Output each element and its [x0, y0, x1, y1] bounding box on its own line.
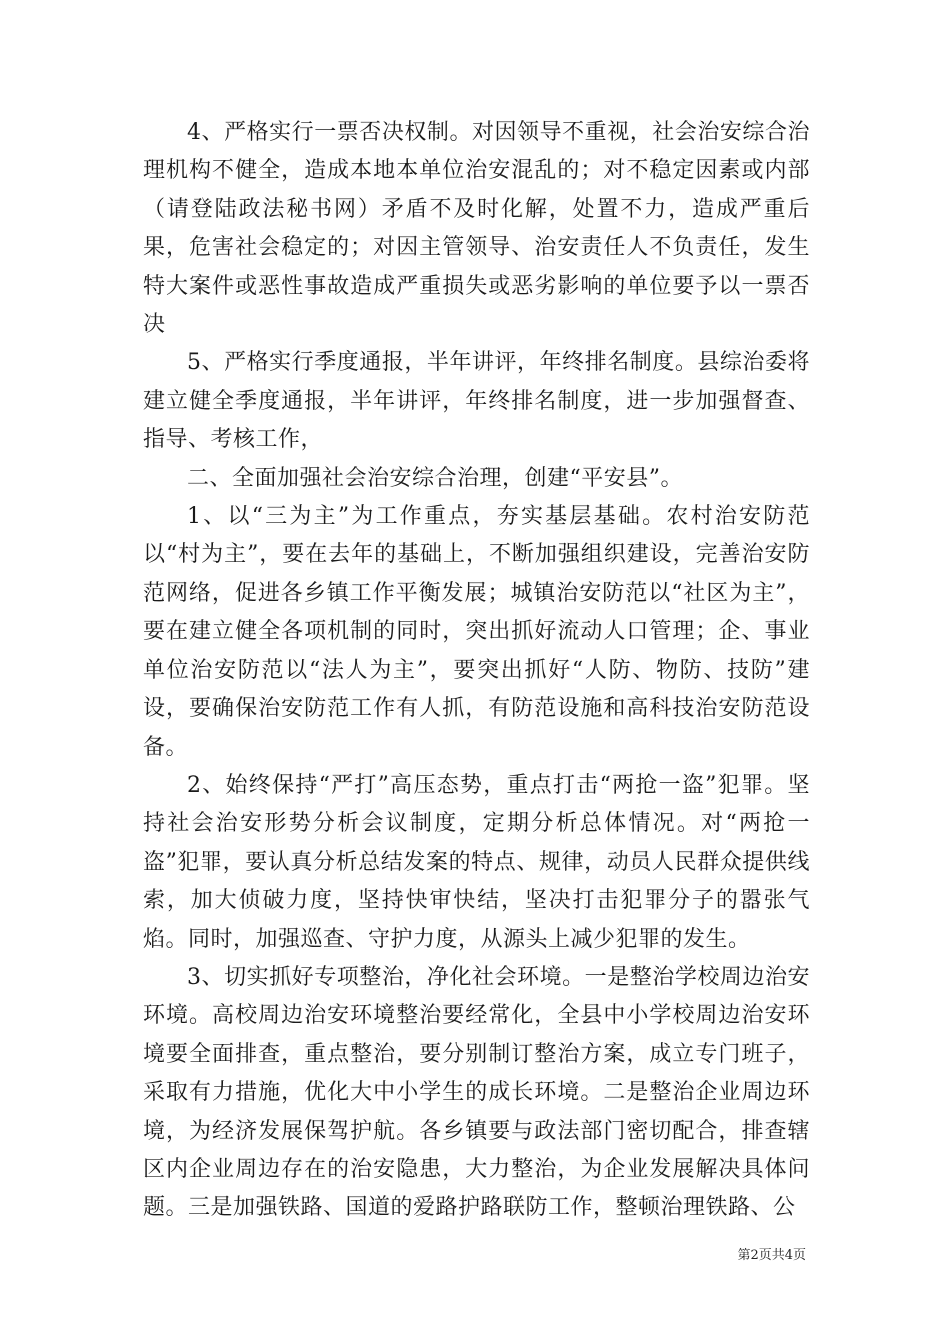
page-number-footer: 第2页共4页 [737, 1248, 806, 1263]
document-body [143, 114, 810, 1228]
paragraph-item-2-1: 1、以“三为主”为工作重点，夯实基层基础。农村治安防范以“村为主”，要在去年的基础上，不断加强组织建设，完善治安防范网络，促进各乡镇工作平衡发展；城镇治安防范以“社区为主”，要在建立健全各项机制的同时，突出抓好流动人口管理；企、事业单位治安防范以“法人为主”，要突出抓好“人防、物防、技防”建设，要确保治安防范工作有人抓，有防范设施和高科技治安防范设备。 [143, 504, 810, 760]
paragraph-item-5: 5、严格实行季度通报，半年讲评，年终排名制度。县综治委将建立健全季度通报，半年讲评，年终排名制度，进一步加强督查、指导、考核工作， [143, 350, 810, 453]
section-heading-2: 二、全面加强社会治安综合治理，创建“平安县”。 [187, 465, 683, 491]
paragraph-item-2-2: 2、始终保持“严打”高压态势，重点打击“两抢一盗”犯罪。坚持社会治安形势分析会议制度，定期分析总体情况。对“两抢一盗”犯罪，要认真分析总结发案的特点、规律，动员人民群众提供线索，加大侦破力度，坚持快审快结，坚决打击犯罪分子的嚣张气焰。同时，加强巡查、守护力度，从源头上减少犯罪的发生。 [143, 772, 810, 952]
paragraph-item-4: 4、严格实行一票否决权制。对因领导不重视，社会治安综合治理机构不健全，造成本地本单位治安混乱的；对不稳定因素或内部（请登陆政法秘书网）矛盾不及时化解，处置不力，造成严重后果，危害社会稳定的；对因主管领导、治安责任人不负责任，发生特大案件或恶性事故造成严重损失或恶劣影响的单位要予以一票否决 [143, 120, 810, 338]
paragraph-item-2-3: 3、切实抓好专项整治，净化社会环境。一是整治学校周边治安环境。高校周边治安环境整治要经常化，全县中小学校周边治安环境要全面排查，重点整治，要分别制订整治方案，成立专门班子，采取有力措施，优化大中小学生的成长环境。二是整治企业周边环境，为经济发展保驾护航。各乡镇要与政法部门密切配合，排查辖区内企业周边存在的治安隐患，大力整治，为企业发展解决具体问题。三是加强铁路、国道的爱路护路联防工作，整顿治理铁路、公 [143, 964, 810, 1221]
